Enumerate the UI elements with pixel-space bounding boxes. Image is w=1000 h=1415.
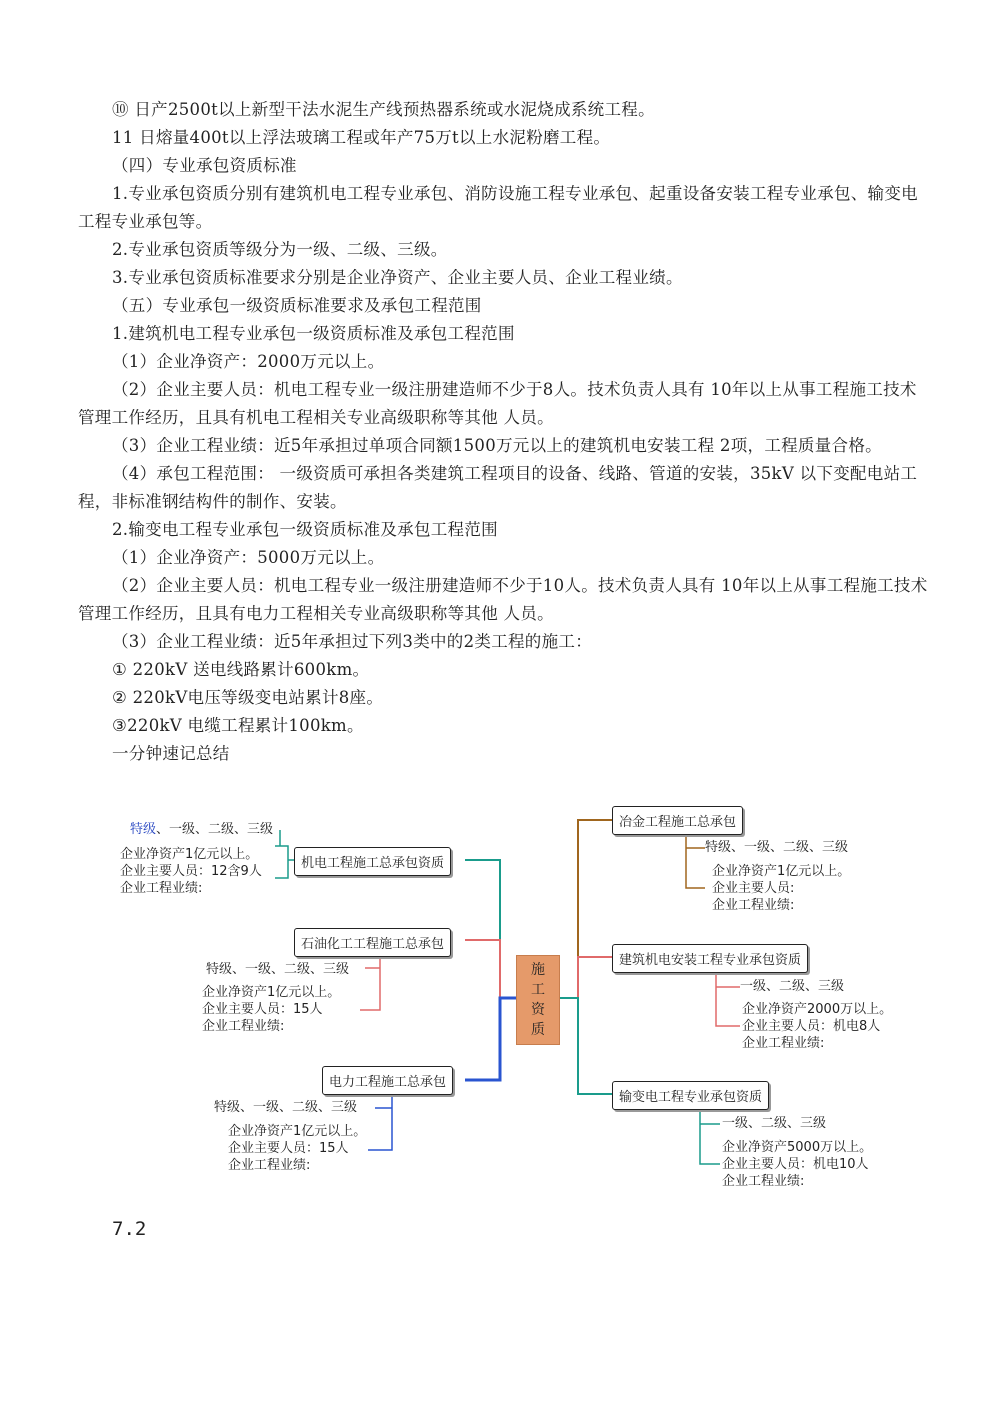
performance: 企业工程业绩: xyxy=(202,1019,285,1034)
connector-right-1 xyxy=(558,820,612,998)
bracket-left-1 xyxy=(275,830,294,878)
assets: 企业净资产5000万以上。 xyxy=(722,1140,873,1155)
section-heading: （五）专业承包一级资质标准要求及承包工程范围 xyxy=(112,296,482,315)
performance: 企业工程业绩: xyxy=(742,1036,825,1051)
performance: 企业工程业绩: xyxy=(228,1158,311,1173)
branch-building-mep: 建筑机电安装工程专业承包资质 xyxy=(612,944,808,973)
assets: 企业净资产1亿元以上。 xyxy=(120,847,259,862)
details-mechanical xyxy=(120,846,262,897)
text-body xyxy=(78,96,928,768)
paragraph: 3.专业承包资质标准要求分别是企业净资产、企业主要人员、企业工程业绩。 xyxy=(112,268,683,287)
paragraph: ③220kV 电缆工程累计100km。 xyxy=(112,716,364,735)
connector-right-2 xyxy=(558,957,612,998)
paragraph: （3）企业工程业绩：近5年承担过下列3类中的2类工程的施工： xyxy=(112,632,592,651)
paragraph: （4）承包工程范围： 一级资质可承担各类建筑工程项目的设备、线路、管道的安装，35kV 以下变配电站工程，非标准钢结构件的制作、安装。 xyxy=(78,464,918,511)
grade-special: 特级 xyxy=(130,822,157,837)
staff: 企业主要人员：15人 xyxy=(202,1002,323,1017)
grades-transmission: 一级、二级、三级 xyxy=(722,1116,827,1131)
performance: 企业工程业绩: xyxy=(722,1174,805,1189)
section-heading: （四）专业承包资质标准 xyxy=(112,156,297,175)
paragraph: 2.专业承包资质等级分为一级、二级、三级。 xyxy=(112,240,448,259)
paragraph: ② 220kV电压等级变电站累计8座。 xyxy=(112,688,384,707)
connector-left-1 xyxy=(465,860,516,998)
details-building-mep xyxy=(742,1001,892,1052)
branch-mechanical-general: 机电工程施工总承包资质 xyxy=(294,847,451,876)
assets: 企业净资产1亿元以上。 xyxy=(228,1124,367,1139)
assets: 企业净资产1亿元以上。 xyxy=(712,864,851,879)
paragraph: ⑩ 日产2500t以上新型干法水泥生产线预热器系统或水泥烧成系统工程。 xyxy=(112,100,655,119)
branch-petrochemical-general: 石油化工工程施工总承包 xyxy=(294,928,451,957)
grades-metallurgy: 特级、一级、二级、三级 xyxy=(705,840,849,855)
grades-mechanical: 特级、一级、二级、三级 xyxy=(130,822,274,837)
mindmap-center: 施工资质 xyxy=(516,955,560,1045)
paragraph: （1）企业净资产：2000万元以上。 xyxy=(112,352,385,371)
paragraph: 2.输变电工程专业承包一级资质标准及承包工程范围 xyxy=(112,520,498,539)
paragraph: （2）企业主要人员：机电工程专业一级注册建造师不少于8人。技术负责人具有 10年以上从事工程施工技术管理工作经历，且具有机电工程相关专业高级职称等其他 人员。 xyxy=(78,380,917,427)
bracket-left-3 xyxy=(368,1093,392,1150)
connector-left-2 xyxy=(465,940,516,998)
grades-petrochemical: 特级、一级、二级、三级 xyxy=(206,962,350,977)
details-petrochemical xyxy=(202,984,340,1035)
details-metallurgy xyxy=(712,863,850,914)
performance: 企业工程业绩: xyxy=(120,881,203,896)
staff: 企业主要人员：15人 xyxy=(228,1141,349,1156)
branch-transmission: 输变电工程专业承包资质 xyxy=(612,1081,769,1110)
details-transmission xyxy=(722,1139,872,1190)
page-section-number: 7.2 xyxy=(112,1218,147,1240)
grades-building-mep: 一级、二级、三级 xyxy=(740,979,845,994)
bracket-left-2 xyxy=(360,955,380,1010)
staff: 企业主要人员：机电8人 xyxy=(742,1019,881,1034)
connector-right-3 xyxy=(558,998,612,1094)
paragraph: （3）企业工程业绩：近5年承担过单项合同额1500万元以上的建筑机电安装工程 2项，工程质量合格。 xyxy=(112,436,882,455)
bracket-right-1 xyxy=(686,835,705,888)
branch-power-general: 电力工程施工总承包 xyxy=(322,1066,453,1095)
branch-metallurgy-general: 冶金工程施工总承包 xyxy=(612,806,743,835)
grades-power: 特级、一级、二级、三级 xyxy=(214,1100,358,1115)
assets: 企业净资产1亿元以上。 xyxy=(202,985,341,1000)
staff: 企业主要人员：12含9人 xyxy=(120,864,262,879)
paragraph: （2）企业主要人员：机电工程专业一级注册建造师不少于10人。技术负责人具有 10年以上从事工程施工技术管理工作经历，且具有电力工程相关专业高级职称等其他 人员。 xyxy=(78,576,928,623)
assets: 企业净资产2000万以上。 xyxy=(742,1002,893,1017)
bracket-right-2 xyxy=(716,972,740,1026)
paragraph: 11 日熔量400t以上浮法玻璃工程或年产75万t以上水泥粉磨工程。 xyxy=(112,128,611,147)
paragraph: （1）企业净资产：5000万元以上。 xyxy=(112,548,385,567)
connector-left-3 xyxy=(465,998,516,1080)
bracket-right-3 xyxy=(700,1110,720,1164)
paragraph: ① 220kV 送电线路累计600km。 xyxy=(112,660,370,679)
staff: 企业主要人员: xyxy=(712,881,795,896)
staff: 企业主要人员：机电10人 xyxy=(722,1157,869,1172)
details-power xyxy=(228,1123,366,1174)
paragraph: 1.专业承包资质分别有建筑机电工程专业承包、消防设施工程专业承包、起重设备安装工程专业承包、输变电工程专业承包等。 xyxy=(78,184,918,231)
paragraph: 1.建筑机电工程专业承包一级资质标准及承包工程范围 xyxy=(112,324,515,343)
summary-heading: 一分钟速记总结 xyxy=(112,744,230,763)
performance: 企业工程业绩: xyxy=(712,898,795,913)
